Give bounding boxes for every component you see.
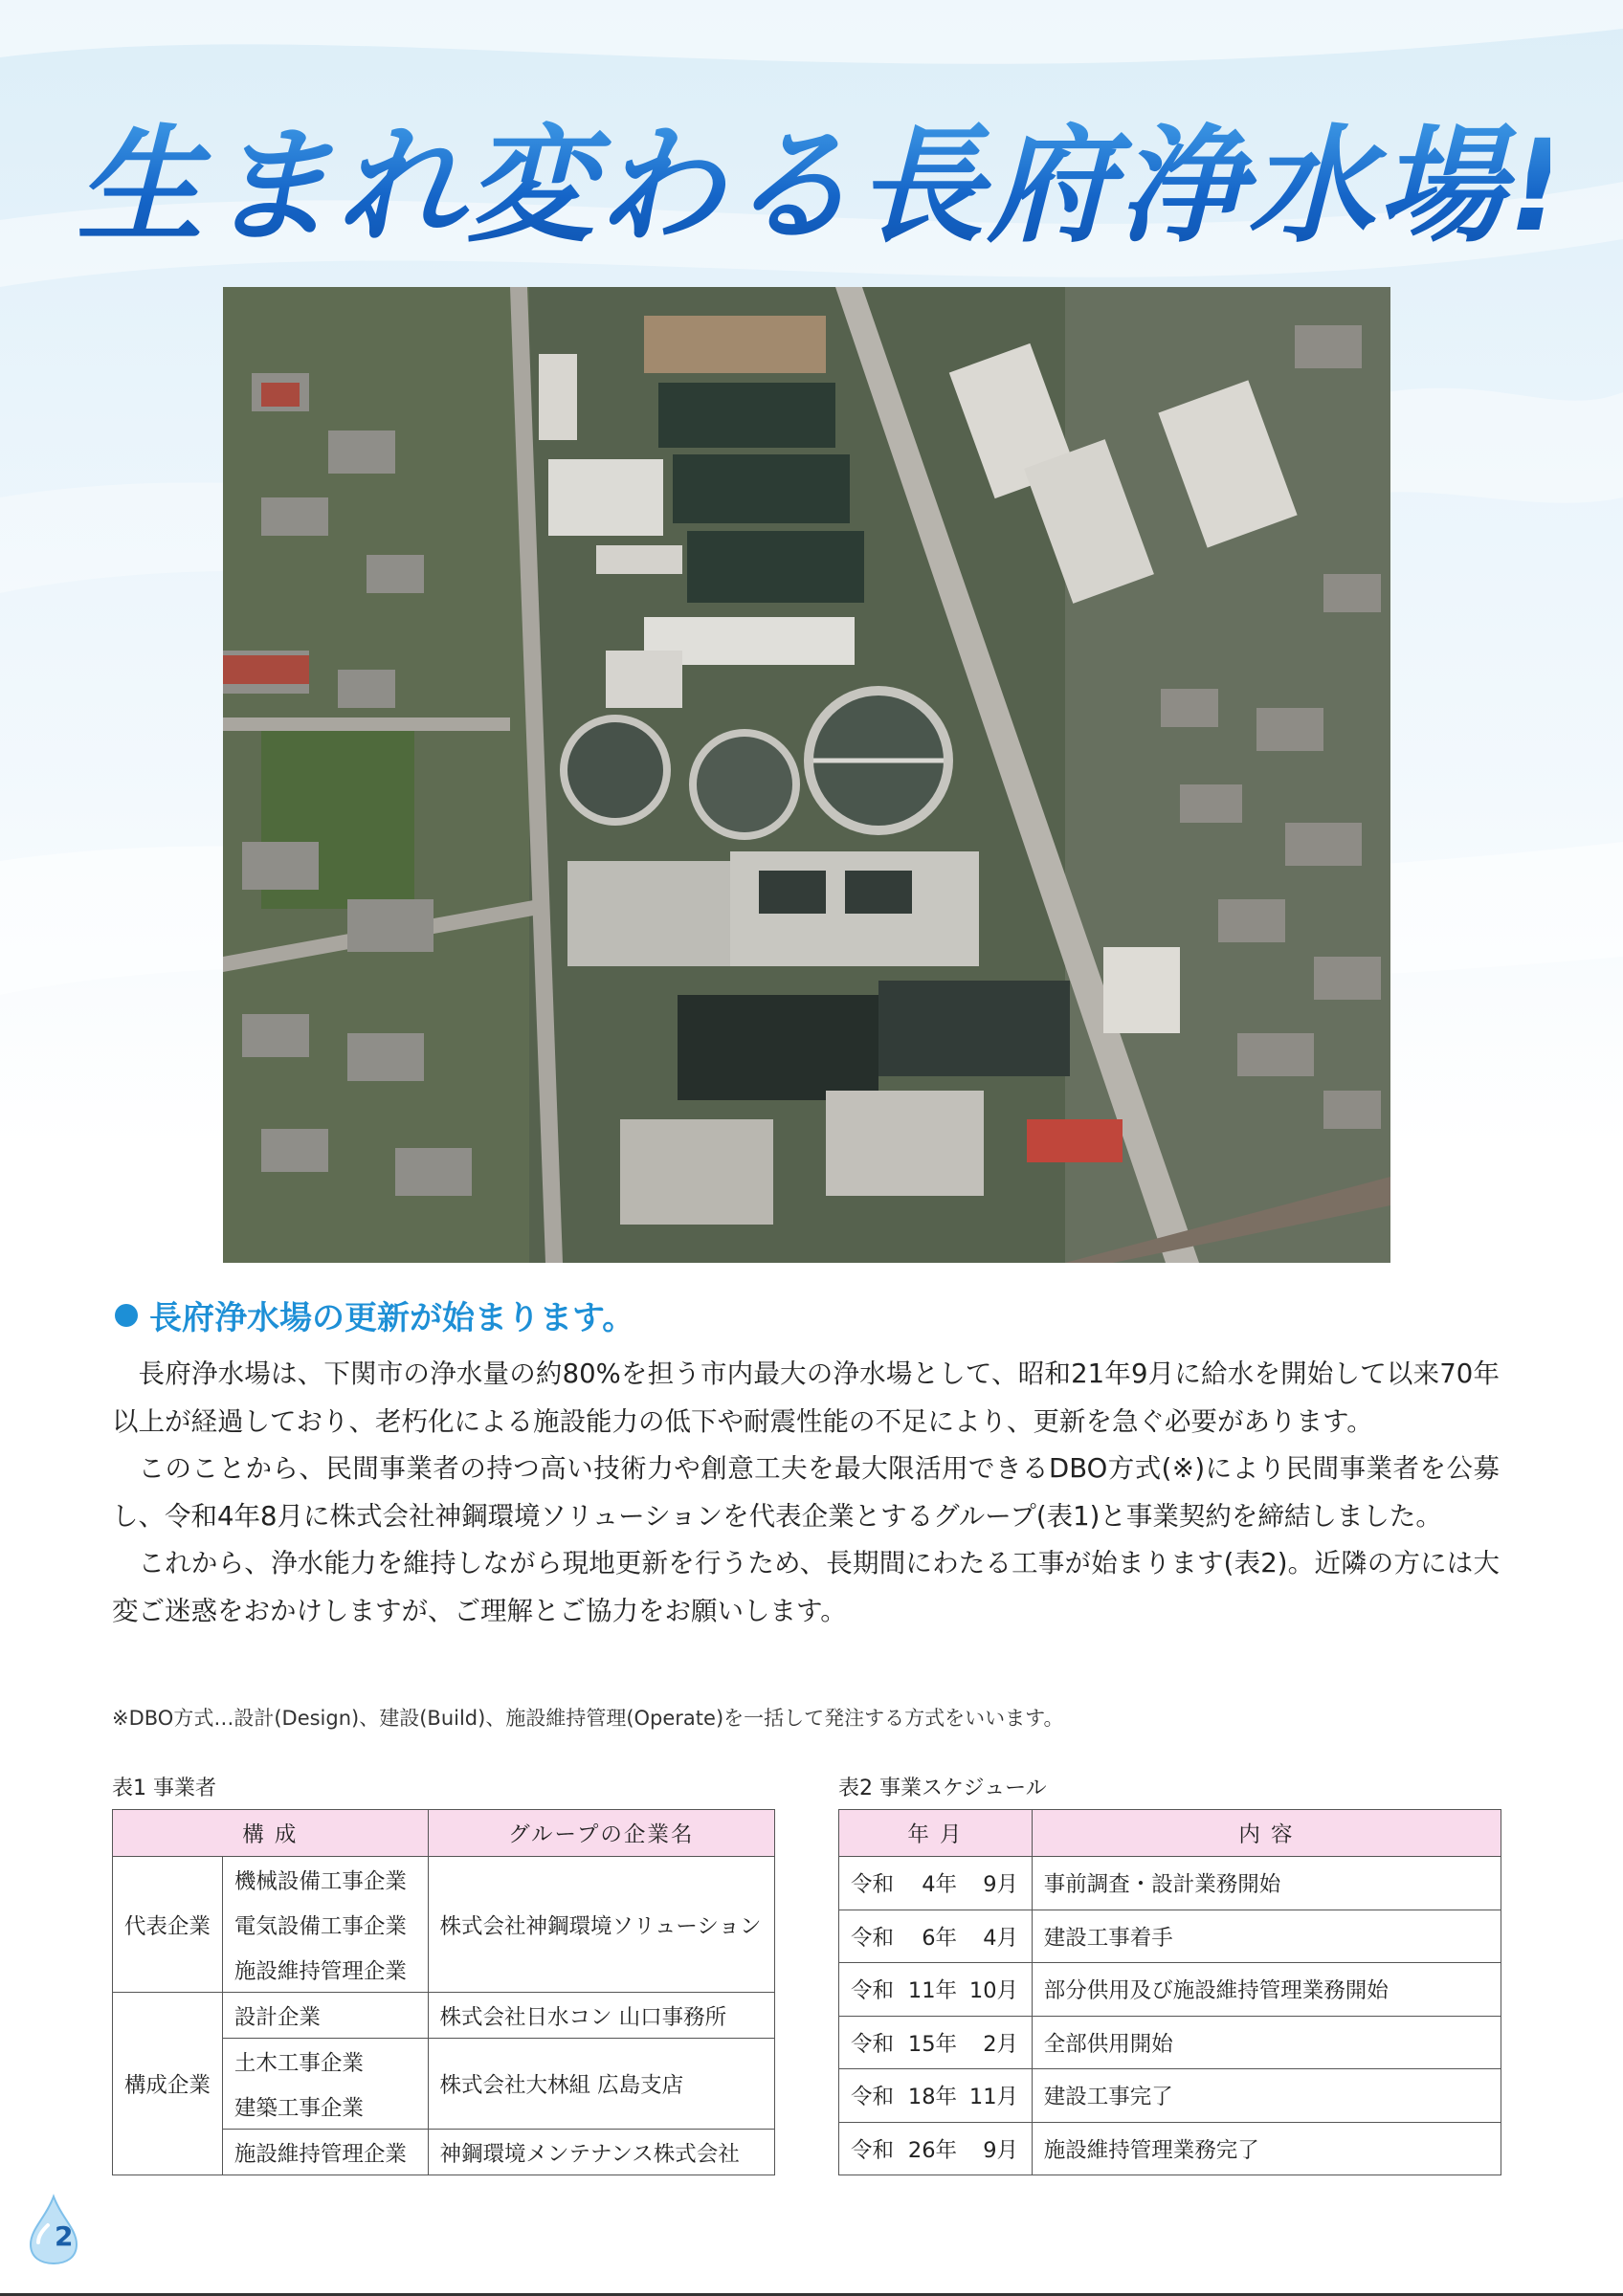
table2-content-cell: 施設維持管理業務完了 (1032, 2122, 1501, 2175)
table2-date-year: 4年 (922, 1872, 958, 1898)
table1-role-representative: 代表企業 (113, 1857, 223, 1993)
table2-date-era: 令和 (851, 2137, 895, 2163)
table2-content-cell: 建設工事着手 (1032, 1910, 1501, 1963)
section-title (115, 1292, 634, 1338)
bullet-dot-icon (115, 1304, 138, 1327)
page-headline: 生まれ変わる長府浄水場! (77, 91, 1550, 282)
table2-date-year: 6年 (922, 1925, 958, 1951)
table1-type: 施設維持管理企業 (222, 2130, 428, 2175)
table2-header-date: 年 月 (839, 1810, 1033, 1857)
table2-row (839, 2069, 1501, 2123)
table2-date-month: 10月 (968, 1978, 1019, 2004)
table2-date-era: 令和 (851, 2031, 895, 2057)
table2-date-cell (839, 1857, 1033, 1910)
table2-date-era: 令和 (851, 1978, 895, 2004)
table2-date-year: 26年 (907, 2137, 958, 2163)
aerial-photo-water-plant (223, 287, 1390, 1263)
table2-row (839, 2016, 1501, 2069)
table1-company: 神鋼環境メンテナンス株式会社 (428, 2130, 774, 2175)
table2-row (839, 1963, 1501, 2017)
table1-type: 施設維持管理企業 (222, 1947, 428, 1993)
table2-date-month: 11月 (968, 2085, 1019, 2110)
table1-type: 建築工事企業 (222, 2084, 428, 2130)
body-text (112, 1351, 1500, 1635)
table2-date-era: 令和 (851, 1925, 895, 1951)
table1-caption: 表1 事業者 (112, 1777, 216, 1800)
table2-date-era: 令和 (851, 2085, 895, 2110)
table2-content-cell: 部分供用及び施設維持管理業務開始 (1032, 1963, 1501, 2017)
table2-date-month: 9月 (983, 1872, 1019, 1898)
table2-caption: 表2 事業スケジュール (838, 1777, 1047, 1800)
dbo-note: ※DBO方式…設計(Design)、建設(Build)、施設維持管理(Operate)を一括して発注する方式をいいます。 (112, 1707, 1064, 1730)
table2-date-cell (839, 2069, 1033, 2123)
table2-date-month: 9月 (983, 2137, 1019, 2163)
page-number: 2 (55, 2220, 74, 2252)
table2-date-year: 18年 (907, 2085, 958, 2110)
table1-header-composition: 構 成 (113, 1810, 429, 1857)
table2-header-content: 内 容 (1032, 1810, 1501, 1857)
section-title-text: 長府浄水場の更新が始まります。 (149, 1299, 635, 1337)
table2-date-cell (839, 2016, 1033, 2069)
table1-role-member: 構成企業 (113, 1993, 223, 2175)
table2-content-cell: 事前調査・設計業務開始 (1032, 1857, 1501, 1910)
table2-date-cell (839, 1963, 1033, 2017)
table2-date-year: 11年 (907, 1978, 958, 2004)
paragraph-2: このことから、民間事業者の持つ高い技術力や創意工夫を最大限活用できるDBO方式(※)により民間事業者を公募し、令和4年8月に株式会社神鋼環境ソリューションを代表企業とするグループ(表1)と事業契約を締結しました。 (112, 1453, 1500, 1532)
table2-date-month: 4月 (983, 1925, 1019, 1951)
table2-date-cell (839, 1910, 1033, 1963)
table2-row (839, 2122, 1501, 2175)
table1-type: 電気設備工事企業 (222, 1902, 428, 1947)
table2-row (839, 1910, 1501, 1963)
table2-date-year: 15年 (907, 2031, 958, 2057)
table1-type: 設計企業 (222, 1993, 428, 2039)
table1-company: 株式会社日水コン 山口事務所 (428, 1993, 774, 2039)
table1-header-company: グループの企業名 (428, 1810, 774, 1857)
table1-business-operators (112, 1809, 775, 2175)
table2-date-era: 令和 (851, 1872, 895, 1898)
table2-schedule (838, 1809, 1501, 2175)
page-number-badge (25, 2189, 92, 2265)
table2-date-cell (839, 2122, 1033, 2175)
table2-content-cell: 全部供用開始 (1032, 2016, 1501, 2069)
table1-company: 株式会社大林組 広島支店 (428, 2039, 774, 2130)
table2-content-cell: 建設工事完了 (1032, 2069, 1501, 2123)
table1-company: 株式会社神鋼環境ソリューション (428, 1857, 774, 1993)
table1-type: 機械設備工事企業 (222, 1857, 428, 1903)
table1-type: 土木工事企業 (222, 2039, 428, 2085)
paragraph-3: これから、浄水能力を維持しながら現地更新を行うため、長期間にわたる工事が始まります(表2)。近隣の方には大変ご迷惑をおかけしますが、ご理解とご協力をお願いします。 (112, 1548, 1500, 1626)
paragraph-1: 長府浄水場は、下関市の浄水量の約80%を担う市内最大の浄水場として、昭和21年9月に給水を開始して以来70年以上が経過しており、老朽化による施設能力の低下や耐震性能の不足により、更新を急ぐ必要があります。 (112, 1358, 1500, 1437)
table2-row (839, 1857, 1501, 1910)
table2-date-month: 2月 (983, 2031, 1019, 2057)
